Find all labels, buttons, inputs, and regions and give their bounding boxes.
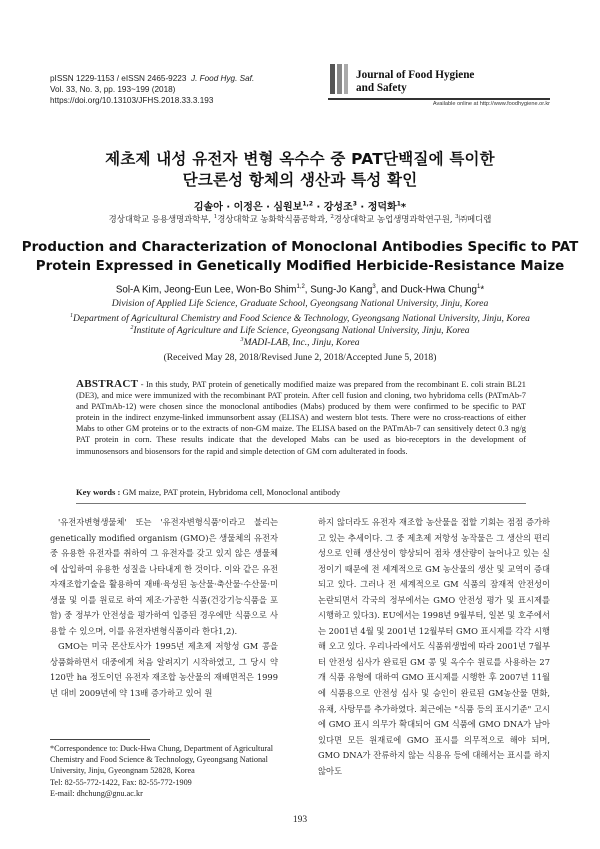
journal-name: Journal of Food Hygiene and Safety [356, 69, 475, 94]
issn: pISSN 1229-1153 / eISSN 2465-9223 [50, 74, 187, 83]
footnote-email[interactable]: E-mail: dhchung@gnu.ac.kr [50, 788, 143, 798]
keywords-text: GM maize, PAT protein, Hybridoma cell, Monoclonal antibody [122, 487, 341, 497]
affiliation-3: $^3$MADI-LAB, Inc., Jinju, Korea [240, 337, 360, 349]
volume-line: Vol. 33, No. 3, pp. 193~199 (2018) [50, 85, 176, 95]
english-authors: Sol-A Kim, Jeong-Eun Lee, Won-Bo Shim$^{1,2}$, Sung-Jo Kang$^3$, and Duck-Hwa Chung$^1$* [115, 284, 485, 296]
masthead-rule [328, 98, 550, 100]
korean-authors: 김솔아 · 이정은 · 심원보$^{1,2}$ · 강성조$^3$ · 정덕화$^1$* [193, 200, 407, 213]
journal-url[interactable]: Available online at http://www.foodhygiene.or.kr [432, 101, 550, 107]
journal-masthead [328, 60, 550, 108]
page-number: 193 [292, 815, 308, 825]
english-title-line2: Protein Expressed in Genetically Modified Herbicide-Resistance Maize [35, 259, 565, 274]
english-title-line1: Production and Characterization of Monoclonal Antibodies Specific to PAT [21, 240, 579, 255]
korean-title-line1: 제초제 내성 유전자 변형 옥수수 중 PAT단백질에 특이한 [105, 150, 495, 168]
body-column-right [318, 515, 550, 779]
abstract-heading: ABSTRACT [76, 378, 139, 390]
keywords-label: Key words : [76, 487, 123, 497]
journal-logo-icon [328, 60, 350, 98]
footnote-phone: Tel: 82-55-772-1422, Fax: 82-55-772-1909 [50, 777, 192, 787]
footnote-divider [50, 739, 150, 740]
affiliation-2: $^2$Institute of Agriculture and Life Science, Gyeongsang National University, Jinju, Korea [130, 325, 470, 337]
korean-title-line2: 단크론성 항체의 생산과 특성 확인 [182, 171, 418, 189]
body-paragraph: GMO는 미국 몬산토사가 1995년 제초제 저항성 GM 콩을 상품화하면서 대중에게 처음 알려지기 시작하였고, 그 당시 약 120만 ha 정도이던 유전자 재조합 농산물의 재배면적은 1999년 대비 2009년에 약 13배 증가하고 있어 원 [50, 641, 278, 699]
affiliation-0: Division of Applied Life Science, Graduate School, Gyeongsang National University, Jinju, Korea [111, 298, 489, 309]
journal-abbrev: J. Food Hyg. Saf. [190, 74, 255, 83]
keywords [76, 487, 526, 497]
body-paragraph: '유전자변형생물체' 또는 '유전자변형식품'이라고 불리는 genetically modified organism (GMO)은 생물체의 유전자 중 유용한 유전자를 취하여 그 유전자를 갖고 있지 않은 생물체에 삽입하여 유용한 성질을 나타내게 한 것이다. 이와 같은 유전자재조합기술을 활용하여 재배·육성된 농산물·축산물·수산물·미생물 및 이를 원료로 하여 제조·가공한 식품(건강기능식품을 포함) 중 정부가 안전성을 평가하여 입증된 경우에만 식품으로 사용할 수 있으며, 이를 유전자변형식품이라 한다1,2). [50, 517, 278, 636]
correspondence-footnote [50, 743, 282, 799]
body-paragraph: 하지 않더라도 유전자 재조합 농산물을 접할 기회는 점점 증가하고 있는 추세이다. 그 중 제초제 저항성 농작물은 그 생산의 편리성으로 인해 생산성이 향상되어 점차 생산량이 늘어나고 있는 실정이기 때문에 전 세계적으로 GM 농산물의 생산 및 교역이 증대되고 있다. 그러나 전 세계적으로 GM 식품의 잠재적 안전성이 논란되면서 각국의 정부에서는 GMO 안전성 평가 및 표시제를 시행하고 있다3). EU에서는 1998년 9월부터, 일본 및 호주에서는 2001년 4월 및 2001년 12월부터 GMO 표시제를 각각 시행해 오고 있다. 우리나라에서도 식품위생법에 따라 2001년 7월부터 안전성 심사가 완료된 GM 콩 및 옥수수 원료를 사용하는 27개 식품 유형에 대하여 GMO 표시제를 시행한 후 2007년 11월에 식품용으로 안전성 심사 및 승인이 완료된 GM농산물 면화, 유채, 사탕무를 추가하였다. 최근에는 "식품 등의 표시기준" 고시에 GMO 표시 의무가 확대되어 GM 식품에 GMO DNA가 남아 있다면 모든 원재료에 GMO 표시를 의무적으로 해야 되며, GMO DNA가 잔류하지 않는 식용유 등에 대해서는 표시를 하지 않아도 [318, 517, 550, 776]
body-column-left [50, 515, 278, 702]
abstract-text: - In this study, PAT protein of genetically modified maize was prepared from the recombinant E. coli strain BL21 (DE3), and mice were immunized with the recombinant PAT protein. After cell fusion and cloning, two hybridoma cells (PATmAb-7 and PATmAb-12) were chosen since the monoclonal antibodies (Mabs) produced by them were confirmed to be specific to PAT protein in the indirect enzyme-linked immunsorbent assay (ELISA) and western blot tests. There were no cross-reactions of either Mabs to other GM proteins or to the extracts of non-GM maize. The ELISA based on the PATmAb-7 can sensitively detect 0.3 ng/g PAT protein in corn. These results indicate that the developed Mabs can be used as bio-receptors in the development of immunosensors and biosensors for the rapid and simple detection of GM corn adulterated in foods. [76, 380, 526, 456]
footnote-correspondence: *Correspondence to: Duck-Hwa Chung, Department of Agricultural Chemistry and Food Science & Technology, Gyeongsang National University, Jinju, Gyeongnam 52828, Korea [50, 744, 274, 776]
korean-affiliations: 경상대학교 응용생명과학부, $^1$경상대학교 농화학식품공학과, $^2$경상대학교 농업생명과학연구원, $^3$㈜메디랩 [108, 214, 492, 224]
citation-block [50, 73, 254, 107]
received-dates: (Received May 28, 2018/Revised June 2, 2018/Accepted June 5, 2018) [163, 352, 437, 363]
affiliation-1: $^1$Department of Agricultural Chemistry and Food Science & Technology, Gyeongsang National University, Jinju, Korea [70, 313, 530, 325]
abstract [76, 379, 526, 457]
keywords-divider [76, 503, 526, 504]
doi-link[interactable]: https://doi.org/10.13103/JFHS.2018.33.3.193 [50, 96, 214, 106]
